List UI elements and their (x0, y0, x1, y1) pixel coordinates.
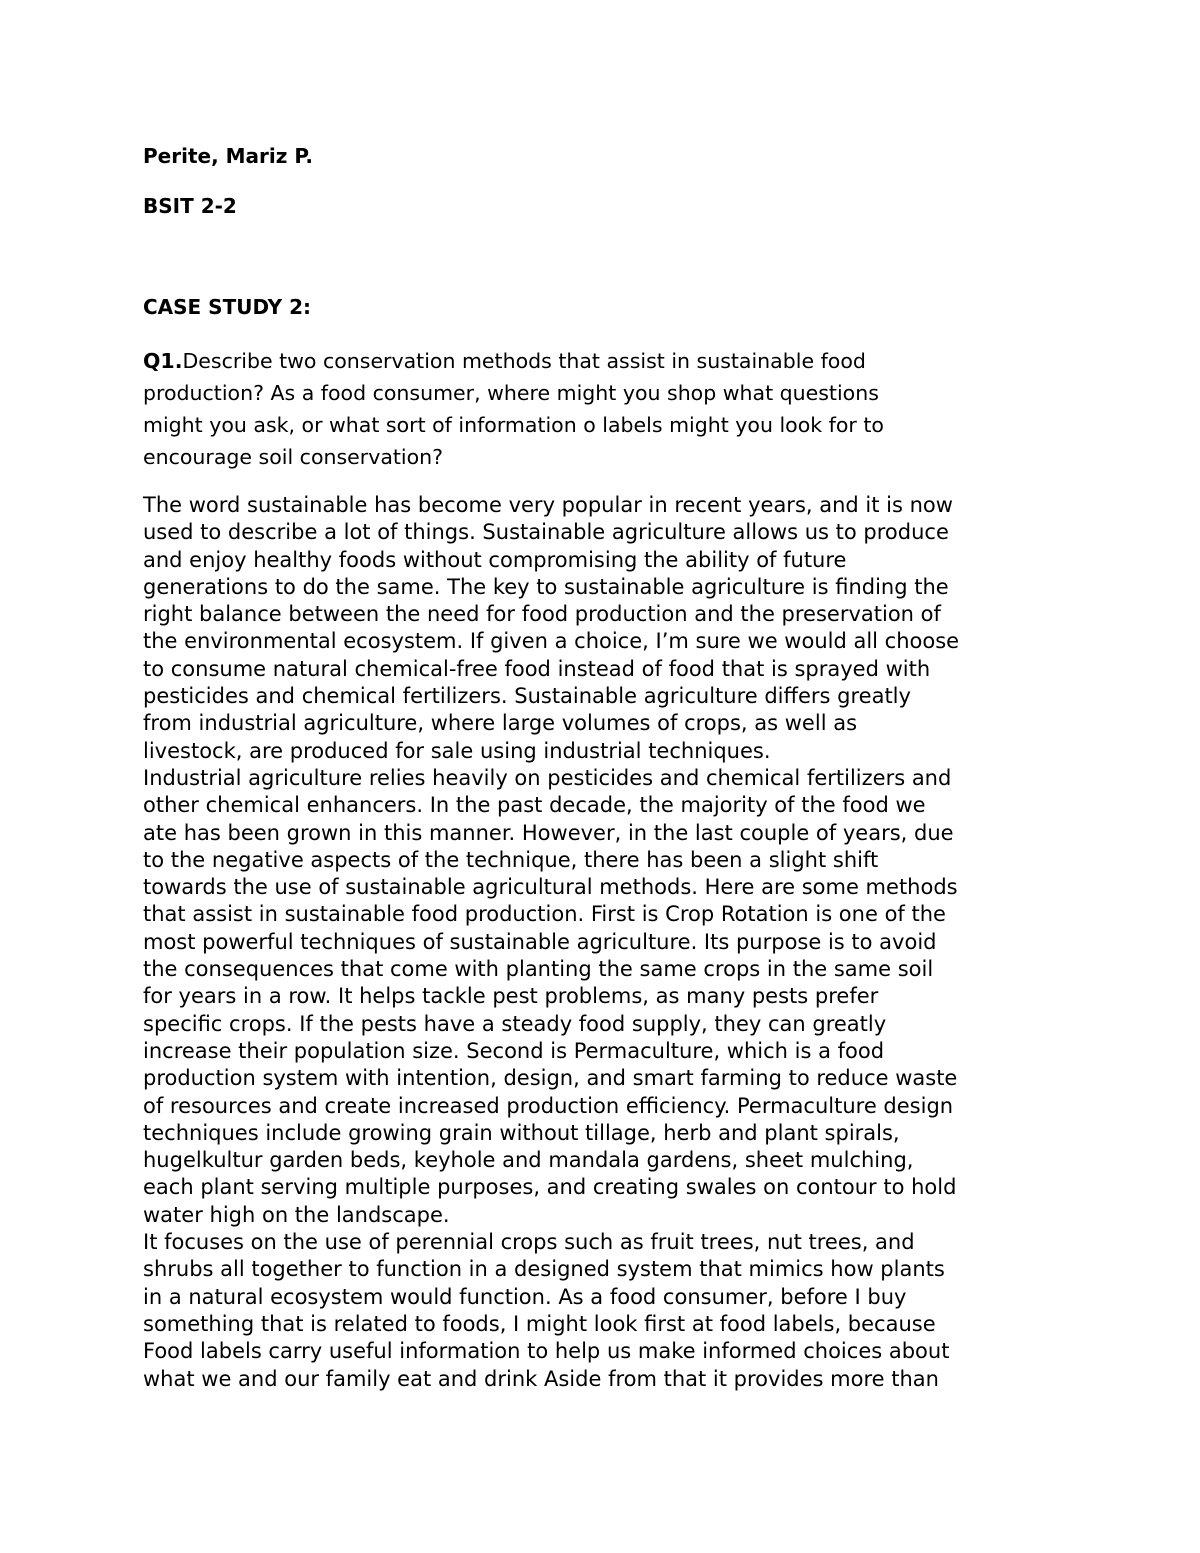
answer-line: something that is related to foods, I might look first at food labels, because (143, 1311, 936, 1336)
answer-line: other chemical enhancers. In the past decade, the majority of the food we (143, 793, 926, 818)
answer-line: right balance between the need for food production and the preservation of (143, 602, 941, 627)
answer-line: Food labels carry useful information to help us make informed choices about (143, 1339, 950, 1364)
answer-line: The word sustainable has become very popular in recent years, and it is now (143, 493, 953, 517)
answer-line: to consume natural chemical-free food instead of food that is sprayed with (143, 656, 931, 681)
student-section: BSIT 2-2 (143, 194, 237, 218)
answer-line: pesticides and chemical fertilizers. Sustainable agriculture differs greatly (143, 684, 911, 709)
document-content (143, 142, 1073, 1393)
answer-paragraph (143, 765, 1073, 1229)
answer-line: that assist in sustainable food production. First is Crop Rotation is one of the (143, 902, 946, 927)
answer-line: and enjoy healthy foods without compromising the ability of future (143, 547, 847, 572)
answer-line: hugelkultur garden beds, keyhole and mandala gardens, sheet mulching, (143, 1148, 914, 1173)
answer-line: ate has been grown in this manner. However, in the last couple of years, due (143, 820, 954, 845)
answer-line: It focuses on the use of perennial crops such as fruit trees, nut trees, and (143, 1230, 915, 1255)
answer-line: production system with intention, design, and smart farming to reduce waste (143, 1066, 958, 1091)
question-line: production? As a food consumer, where might you shop what questions (143, 381, 879, 405)
question-line-text: Describe two conservation methods that assist in sustainable food (182, 349, 866, 373)
answer-line: used to describe a lot of things. Sustainable agriculture allows us to produce (143, 520, 949, 545)
answer-paragraph (143, 492, 1073, 765)
question-block (143, 345, 1073, 473)
question-line (143, 345, 1073, 377)
answer-line: livestock, are produced for sale using industrial techniques. (143, 738, 771, 763)
answer-line: most powerful techniques of sustainable agriculture. Its purpose is to avoid (143, 929, 937, 954)
answer-line: from industrial agriculture, where large volumes of crops, as well as (143, 711, 858, 736)
question-line: encourage soil conservation? (143, 445, 444, 469)
case-study-title: CASE STUDY 2: (143, 295, 311, 319)
student-name: Perite, Mariz P. (143, 144, 313, 168)
answer-line: the environmental ecosystem. If given a choice, I’m sure we would all choose (143, 629, 960, 654)
answer-line: techniques include growing grain without tillage, herb and plant spirals, (143, 1120, 900, 1145)
answer-line: to the negative aspects of the technique, there has been a slight shift (143, 847, 879, 872)
answer-line: each plant serving multiple purposes, and creating swales on contour to hold (143, 1175, 957, 1200)
answer-line: what we and our family eat and drink Aside from that it provides more than (143, 1366, 939, 1391)
answer-line: water high on the landscape. (143, 1202, 450, 1227)
answer-line: shrubs all together to function in a designed system that mimics how plants (143, 1257, 945, 1282)
question-text (143, 345, 1073, 473)
answer-line: generations to do the same. The key to sustainable agriculture is finding the (143, 574, 949, 599)
answer-line: in a natural ecosystem would function. As a food consumer, before I buy (143, 1284, 907, 1309)
question-label: Q1. (143, 349, 183, 373)
answer-paragraph (143, 1229, 1073, 1393)
answer-block (143, 492, 1073, 1393)
answer-line: towards the use of sustainable agricultural methods. Here are some methods (143, 875, 958, 900)
answer-line: the consequences that come with planting the same crops in the same soil (143, 957, 934, 982)
answer-line: of resources and create increased production efficiency. Permaculture design (143, 1093, 954, 1118)
question-line: might you ask, or what sort of information o labels might you look for to (143, 413, 884, 437)
answer-line: Industrial agriculture relies heavily on pesticides and chemical fertilizers and (143, 765, 952, 790)
answer-line: increase their population size. Second is Permaculture, which is a food (143, 1038, 885, 1063)
answer-line: for years in a row. It helps tackle pest problems, as many pests prefer (143, 984, 879, 1009)
answer-line: specific crops. If the pests have a steady food supply, they can greatly (143, 1011, 887, 1036)
